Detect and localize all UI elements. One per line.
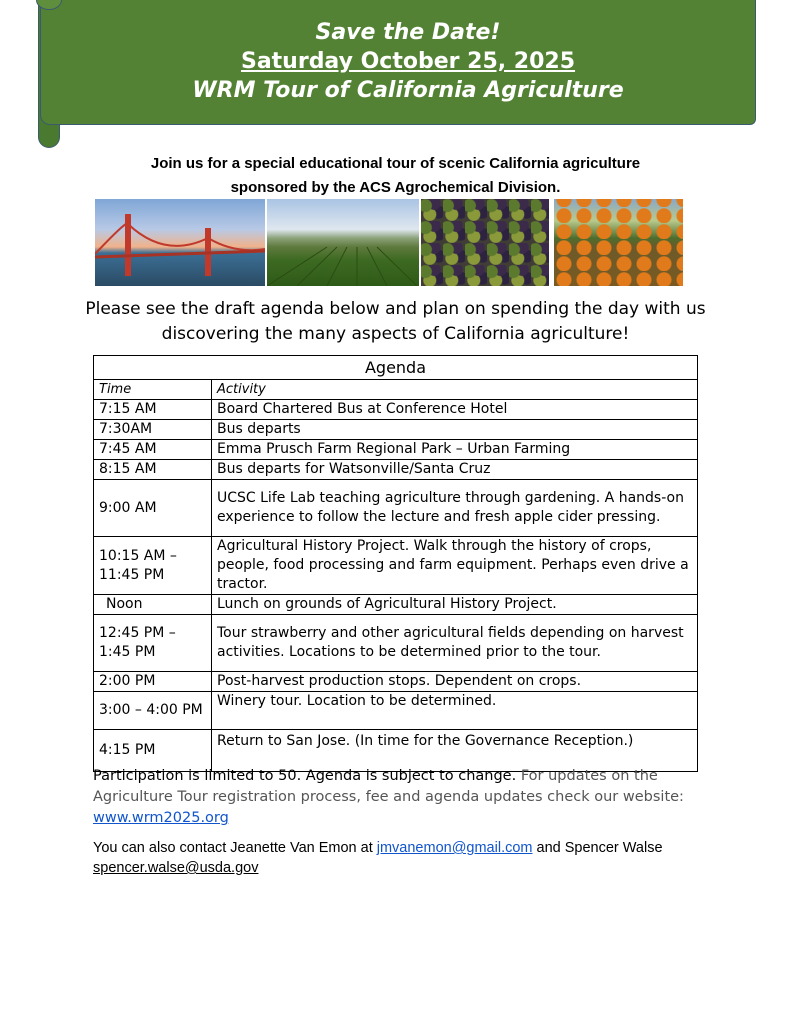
table-row — [94, 440, 698, 460]
activity-cell: Winery tour. Location to be determined. — [212, 692, 698, 730]
olives-image — [421, 199, 549, 286]
table-row — [94, 537, 698, 595]
save-the-date-heading: Save the Date! — [315, 20, 501, 45]
table-row — [94, 420, 698, 440]
intro-text — [60, 152, 731, 200]
table-row — [94, 480, 698, 537]
lead-text — [60, 297, 731, 347]
activity-cell: Return to San Jose. (In time for the Governance Reception.) — [212, 730, 698, 772]
agenda-title: Agenda — [94, 356, 698, 380]
email-spencer[interactable]: spencer.walse@usda.gov — [93, 860, 259, 876]
contact-prefix: You can also contact Jeanette Van Emon at — [93, 840, 377, 856]
email-link-jeanette[interactable]: jmvanemon@gmail.com — [376, 840, 533, 856]
time-cell: 7:45 AM — [94, 440, 212, 460]
activity-cell: Tour strawberry and other agricultural fields depending on harvest activities. Locations to be determined prior to the tour. — [212, 615, 698, 672]
activity-cell: Bus departs for Watsonville/Santa Cruz — [212, 460, 698, 480]
farm-fields-image — [267, 199, 419, 286]
time-cell: 2:00 PM — [94, 672, 212, 692]
contact-middle: and Spencer Walse — [532, 840, 663, 856]
agenda-header-row — [94, 380, 698, 400]
website-link[interactable]: www.wrm2025.org — [93, 810, 229, 826]
intro-line-2: sponsored by the ACS Agrochemical Division. — [230, 179, 561, 196]
activity-cell: Bus departs — [212, 420, 698, 440]
table-row — [94, 595, 698, 615]
lead-line-2: discovering the many aspects of California agriculture! — [161, 324, 630, 344]
participation-text: Participation is limited to 50. Agenda is subject to change. — [93, 768, 521, 784]
time-cell: 8:15 AM — [94, 460, 212, 480]
contact-note — [93, 838, 713, 878]
time-cell: 9:00 AM — [94, 480, 212, 537]
col-header-time: Time — [94, 380, 212, 400]
table-row — [94, 460, 698, 480]
banner-text — [60, 18, 756, 105]
activity-cell: Post-harvest production stops. Dependent on crops. — [212, 672, 698, 692]
pumpkin-patch-image — [554, 199, 683, 286]
agenda-table — [93, 355, 698, 772]
table-row — [94, 615, 698, 672]
table-row — [94, 400, 698, 420]
activity-cell: UCSC Life Lab teaching agriculture through gardening. A hands-on experience to follow the lecture and fresh apple cider pressing. — [212, 480, 698, 537]
event-date: Saturday October 25, 2025 — [240, 49, 576, 74]
time-cell: Noon — [94, 595, 212, 615]
time-cell: 3:00 – 4:00 PM — [94, 692, 212, 730]
activity-cell: Lunch on grounds of Agricultural History Project. — [212, 595, 698, 615]
table-row — [94, 672, 698, 692]
table-row — [94, 692, 698, 730]
activity-cell: Board Chartered Bus at Conference Hotel — [212, 400, 698, 420]
intro-line-1: Join us for a special educational tour of scenic California agriculture — [150, 155, 641, 172]
lead-line-1: Please see the draft agenda below and plan on spending the day with us — [85, 299, 706, 319]
activity-cell: Agricultural History Project. Walk through the history of crops, people, food processing and farm equipment. Perhaps even drive a tractor. — [212, 537, 698, 595]
time-cell: 4:15 PM — [94, 730, 212, 772]
time-cell: 7:15 AM — [94, 400, 212, 420]
time-cell: 10:15 AM – 11:45 PM — [94, 537, 212, 595]
participation-note — [93, 766, 713, 829]
golden-gate-bridge-image — [95, 199, 265, 286]
col-header-activity: Activity — [212, 380, 698, 400]
updates-text: For updates on the Agriculture Tour registration process, fee and agenda updates check our website: — [93, 768, 684, 805]
time-cell: 7:30AM — [94, 420, 212, 440]
time-cell: 12:45 PM – 1:45 PM — [94, 615, 212, 672]
event-title: WRM Tour of California Agriculture — [192, 78, 624, 103]
activity-cell: Emma Prusch Farm Regional Park – Urban Farming — [212, 440, 698, 460]
